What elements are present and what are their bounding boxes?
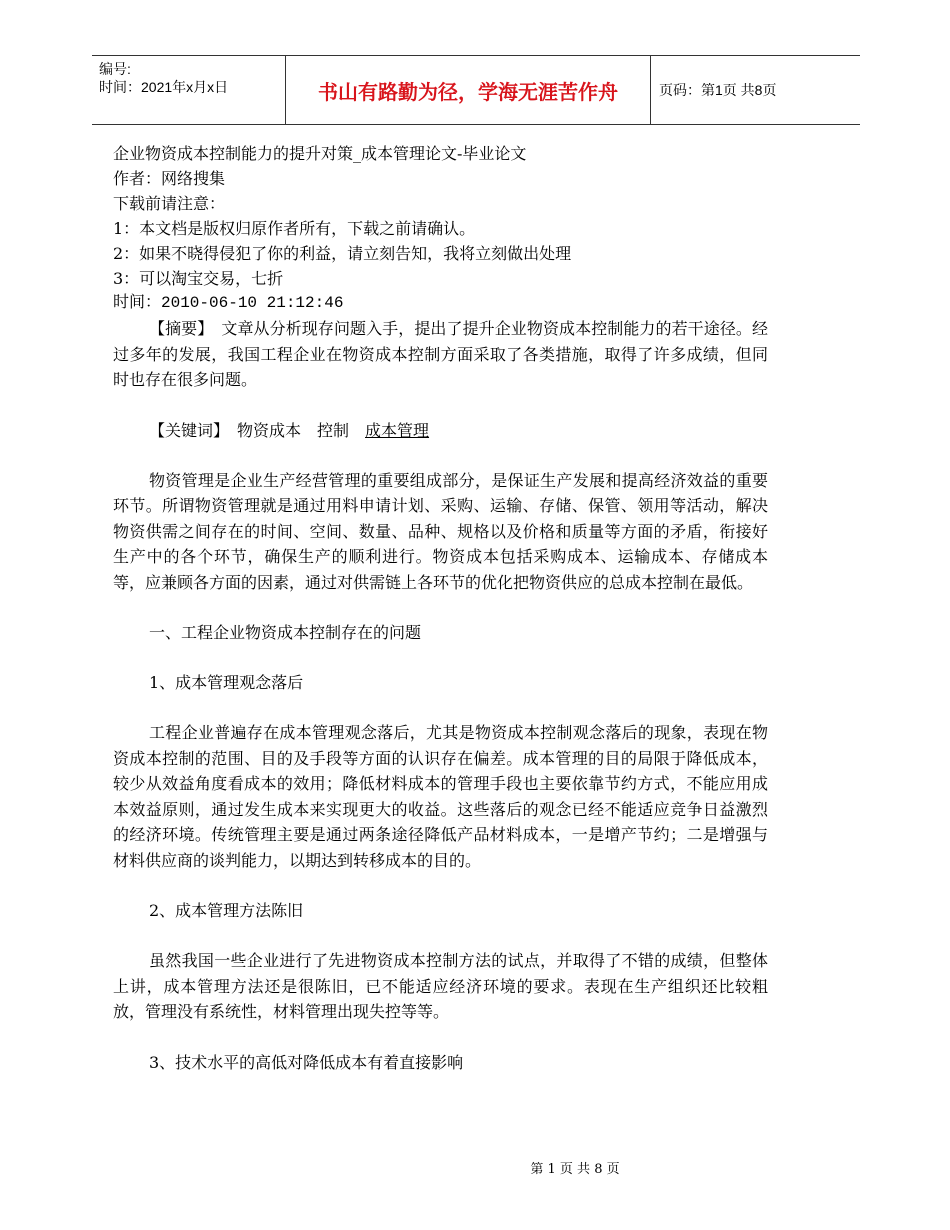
paragraph-2: 虽然我国一些企业进行了先进物资成本控制方法的试点，并取得了不错的成绩，但整体上讲，成本管理方法还是很陈旧，已不能适应经济环境的要求。表现在生产组织还比较粗放，管理没有系统性，材料管理出现失控等等。 — [113, 951, 768, 1021]
article-time: 时间：2010-06-10 21:12:46 — [113, 294, 344, 312]
subheading-3: 3、技术水平的高低对降低成本有着直接影响 — [149, 1052, 464, 1072]
notice-item-2: 2：如果不晓得侵犯了你的利益，请立刻告知，我将立刻做出处理 — [113, 244, 572, 263]
page-header — [92, 55, 860, 125]
notice-heading: 下载前请注意： — [113, 194, 226, 213]
article-body — [113, 141, 768, 1075]
keyword-link[interactable]: 成本管理 — [365, 420, 430, 440]
header-time-label: 时间：2021年x月x日 — [99, 79, 229, 95]
header-meta — [92, 56, 285, 124]
paragraph-1: 工程企业普遍存在成本管理观念落后，尤其是物资成本控制观念落后的现象，表现在物资成本控制的范围、目的及手段等方面的认识存在偏差。成本管理的目的局限于降低成本，较少从效益角度看成本的效用；降低材料成本的管理手段也主要依靠节约方式，不能应用成本效益原则，通过发生成本来实现更大的收益。这些落后的观念已经不能适应竞争日益激烈的经济环境。传统管理主要是通过两条途径降低产品材料成本，一是增产节约；二是增强与材料供应商的谈判能力，以期达到转移成本的目的。 — [113, 723, 768, 870]
subheading-2: 2、成本管理方法陈旧 — [149, 901, 304, 920]
page-footer: 第 1 页 共 8 页 — [530, 1162, 620, 1177]
section-heading-1: 一、工程企业物资成本控制存在的问题 — [149, 623, 422, 642]
header-number-label: 编号: — [99, 61, 131, 77]
article-author: 作者：网络搜集 — [113, 169, 226, 188]
article-title: 企业物资成本控制能力的提升对策_成本管理论文-毕业论文 — [113, 144, 527, 163]
header-motto: 书山有路勤为径，学海无涯苦作舟 — [285, 56, 651, 124]
keywords-line — [113, 418, 768, 443]
header-page-label: 页码：第1页 共8页 — [659, 82, 777, 98]
notice-item-1: 1：本文档是版权归原作者所有，下载之前请确认。 — [113, 219, 476, 238]
subheading-1: 1、成本管理观念落后 — [149, 673, 304, 692]
intro-paragraph: 物资管理是企业生产经营管理的重要组成部分，是保证生产发展和提高经济效益的重要环节。所谓物资管理就是通过用料申请计划、采购、运输、存储、保管、领用等活动，解决物资供需之间存在的时间、空间、数量、品种、规格以及价格和质量等方面的矛盾，衔接好生产中的各个环节，确保生产的顺利进行。物资成本包括采购成本、运输成本、存储成本等，应兼顾各方面的因素，通过对供需链上各环节的优化把物资供应的总成本控制在最低。 — [113, 470, 768, 592]
keywords-label: 【关键词】 物资成本 控制 — [149, 420, 366, 440]
notice-item-3: 3：可以淘宝交易，七折 — [113, 269, 284, 288]
abstract-paragraph: 【摘要】 文章从分析现存问题入手，提出了提升企业物资成本控制能力的若干途径。经过多年的发展，我国工程企业在物资成本控制方面采取了各类措施，取得了许多成绩，但同时也存在很多问题。 — [113, 319, 768, 389]
